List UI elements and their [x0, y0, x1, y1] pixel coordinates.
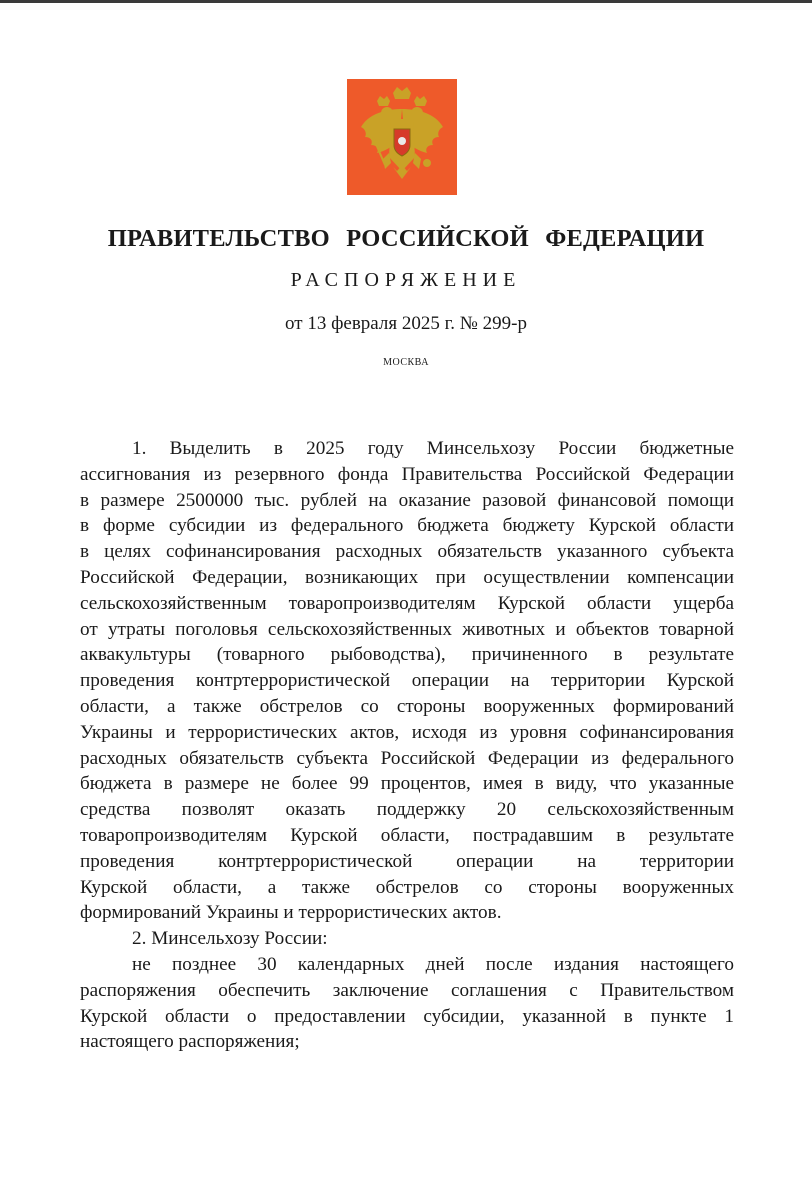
body-line: в целях софинансирования расходных обязательств указанного субъекта: [80, 541, 734, 563]
body-line: Курской области, а также обстрелов со стороны вооруженных: [80, 876, 734, 898]
document-city: МОСКВА: [383, 357, 429, 368]
body-line: средства позволят оказать поддержку 20 сельскохозяйственным: [80, 799, 734, 821]
organization-title: ПРАВИТЕЛЬСТВО РОССИЙСКОЙ ФЕДЕРАЦИИ: [107, 225, 705, 252]
body-line: товаропроизводителям Курской области, пострадавшим в результате: [80, 824, 734, 846]
body-line: в форме субсидии из федерального бюджета бюджету Курской области: [80, 515, 734, 537]
body-line: 1. Выделить в 2025 году Минсельхозу России бюджетные: [132, 438, 734, 459]
body-line: Курской области о предоставлении субсидии, указанной в пункте 1: [80, 1005, 734, 1027]
document-date-number: от 13 февраля 2025 г. № 299-р: [285, 313, 527, 334]
body-line: распоряжения обеспечить заключение соглашения с Правительством: [80, 979, 734, 1001]
body-line: от утраты поголовья сельскохозяйственных животных и объектов товарной: [80, 618, 734, 640]
body-line: ассигнования из резервного фонда Правительства Российской Федерации: [80, 463, 734, 485]
body-line: формирований Украины и террористических актов.: [80, 902, 502, 924]
body-line: расходных обязательств субъекта Российской Федерации из федерального: [80, 747, 734, 769]
body-line: области, а также обстрелов со стороны вооруженных формирований: [80, 695, 734, 717]
body-line: 2. Минсельхозу России:: [132, 928, 328, 950]
coat-of-arms-icon: [347, 79, 457, 195]
body-line: Российской Федерации, возникающих при осуществлении компенсации: [80, 566, 734, 588]
body-line: бюджета в размере не более 99 процентов, имея в виду, что указанные: [80, 773, 734, 795]
document-body: [80, 436, 734, 1055]
body-line: настоящего распоряжения;: [80, 1031, 300, 1053]
body-line: не позднее 30 календарных дней после издания настоящего: [132, 953, 734, 975]
body-line: аквакультуры (товарного рыбоводства), причиненного в результате: [80, 644, 734, 666]
body-line: сельскохозяйственным товаропроизводителям Курской области ущерба: [80, 592, 734, 614]
body-line: Украины и террористических актов, исходя из уровня софинансирования: [80, 721, 734, 743]
body-line: проведения контртеррористической операции на территории Курской: [80, 670, 734, 692]
body-line: в размере 2500000 тыс. рублей на оказание разовой финансовой помощи: [80, 489, 734, 511]
body-line: проведения контртеррористической операции на территории: [80, 850, 734, 872]
document-type: РАСПОРЯЖЕНИЕ: [290, 269, 522, 291]
